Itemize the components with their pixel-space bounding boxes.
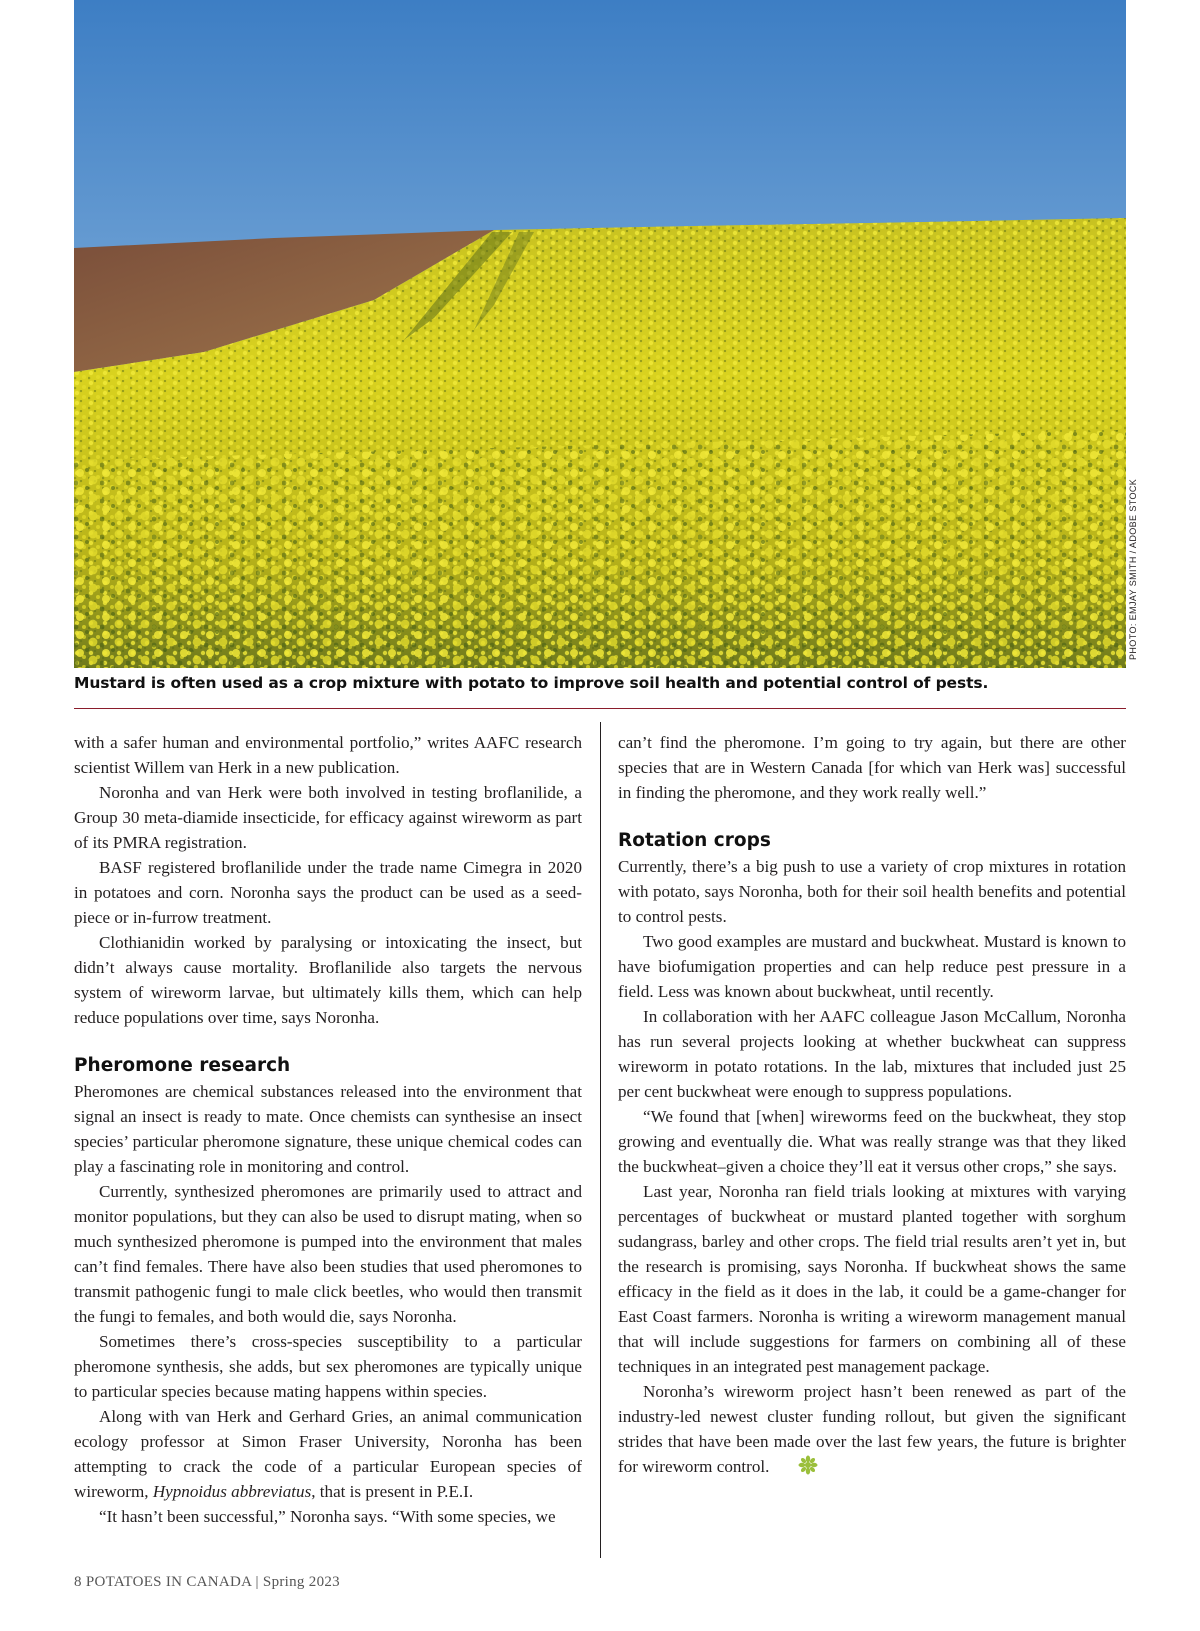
footer-separator: | — [255, 1574, 259, 1590]
mustard-field-illustration — [74, 0, 1126, 668]
species-name: Hypnoidus abbreviatus — [152, 1482, 312, 1501]
photo-caption: Mustard is often used as a crop mixture with potato to improve soil health and potential control of pests. — [74, 674, 989, 692]
paragraph-text: Along with van Herk and Gerhard Gries, an animal communication ecology professor at Simon Fraser University, Noronha has been attempting to crack the code of a particular European species of wireworm, — [74, 1407, 582, 1501]
paragraph-text: Noronha’s wireworm project hasn’t been renewed as part of the industry-led newest cluster funding rollout, but given the significant strides that have been made over the last few years, the future is brighter for wireworm control. — [618, 1382, 1126, 1476]
publication-name: POTATOES IN CANADA — [85, 1574, 252, 1590]
page-number: 8 — [74, 1574, 82, 1590]
section-heading-pheromone: Pheromone research — [74, 1055, 291, 1076]
paragraph-text: , that is present in P.E.I. — [311, 1482, 474, 1501]
paragraph: Two good examples are mustard and buckwheat. Mustard is known to have biofumigation properties and can help reduce pest pressure in a field. Less was known about buckwheat, until recently. — [618, 932, 1126, 1001]
paragraph: Currently, synthesized pheromones are primarily used to attract and monitor populations, but they can also be used to disrupt mating, when so much synthesized pheromone is pumped into the environment that males can’t find females. There have also been studies that used pheromones to transmit pathogenic fungi to male click beetles, who would then transmit the fungi to females, and both would die, says Noronha. — [74, 1182, 582, 1326]
paragraph: Sometimes there’s cross-species susceptibility to a particular pheromone synthesis, she adds, but sex pheromones are typically unique to particular species because mating happens within species. — [74, 1332, 582, 1401]
paragraph: “It hasn’t been successful,” Noronha says. “With some species, we — [99, 1507, 556, 1526]
paragraph: can’t find the pheromone. I’m going to try again, but there are other species that are in Western Canada [for which van Herk was] successful in finding the pheromone, and they work really well.” — [618, 733, 1126, 802]
paragraph: Pheromones are chemical substances released into the environment that signal an insect is ready to mate. Once chemists can synthesise an insect species’ particular pheromone signature, these unique chemical codes can play a fascinating role in monitoring and control. — [74, 1082, 582, 1176]
leaf-logo-icon — [773, 1455, 818, 1482]
mustard-field-photo — [74, 0, 1126, 668]
paragraph: BASF registered broflanilide under the trade name Cimegra in 2020 in potatoes and corn. Noronha says the product can be used as a seed-piece or in-furrow treatment. — [74, 858, 582, 927]
paragraph: Last year, Noronha ran field trials looking at mixtures with varying percentages of buckwheat or mustard planted together with sorghum sudangrass, barley and other crops. The field trial results aren’t yet in, but the research is promising, says Noronha. If buckwheat shows the same efficacy in the field as it does in the lab, it could be a game-changer for East Coast farmers. Noronha is writing a wireworm management manual that will include suggestions for farmers on combining all of these techniques in an integrated pest management package. — [618, 1182, 1126, 1376]
paragraph — [74, 1404, 582, 1504]
paragraph: Clothianidin worked by paralysing or intoxicating the insect, but didn’t always cause mortality. Broflanilide also targets the nervous system of wireworm larvae, but ultimately kills them, which can help reduce populations over time, says Noronha. — [74, 933, 582, 1027]
issue-date: Spring 2023 — [262, 1574, 340, 1590]
paragraph: In collaboration with her AAFC colleague Jason McCallum, Noronha has run several projects looking at whether buckwheat can suppress wireworm in potato rotations. In the lab, mixtures that included just 25 per cent buckwheat were enough to suppress populations. — [618, 1007, 1126, 1101]
caption-rule — [74, 708, 1126, 709]
paragraph: Noronha and van Herk were both involved in testing broflanilide, a Group 30 meta-diamide insecticide, for efficacy against wireworm as part of its PMRA registration. — [74, 783, 582, 852]
paragraph: Currently, there’s a big push to use a variety of crop mixtures in rotation with potato, says Noronha, both for their soil health benefits and potential to control pests. — [618, 857, 1126, 926]
column-divider — [600, 722, 601, 1558]
right-column — [618, 730, 1126, 1482]
paragraph — [618, 1379, 1126, 1482]
section-heading-rotation: Rotation crops — [618, 830, 771, 851]
paragraph: “We found that [when] wireworms feed on the buckwheat, they stop growing and eventually die. What was really strange was that they liked the buckwheat–given a choice they’ll eat it versus other crops,” she says. — [618, 1107, 1126, 1176]
page-footer — [74, 1574, 340, 1591]
photo-credit: PHOTO: EMJAY SMITH / ADOBE STOCK — [1128, 478, 1138, 660]
paragraph: with a safer human and environmental portfolio,” writes AAFC research scientist Willem van Herk in a new publication. — [74, 733, 582, 777]
left-column — [74, 730, 582, 1529]
